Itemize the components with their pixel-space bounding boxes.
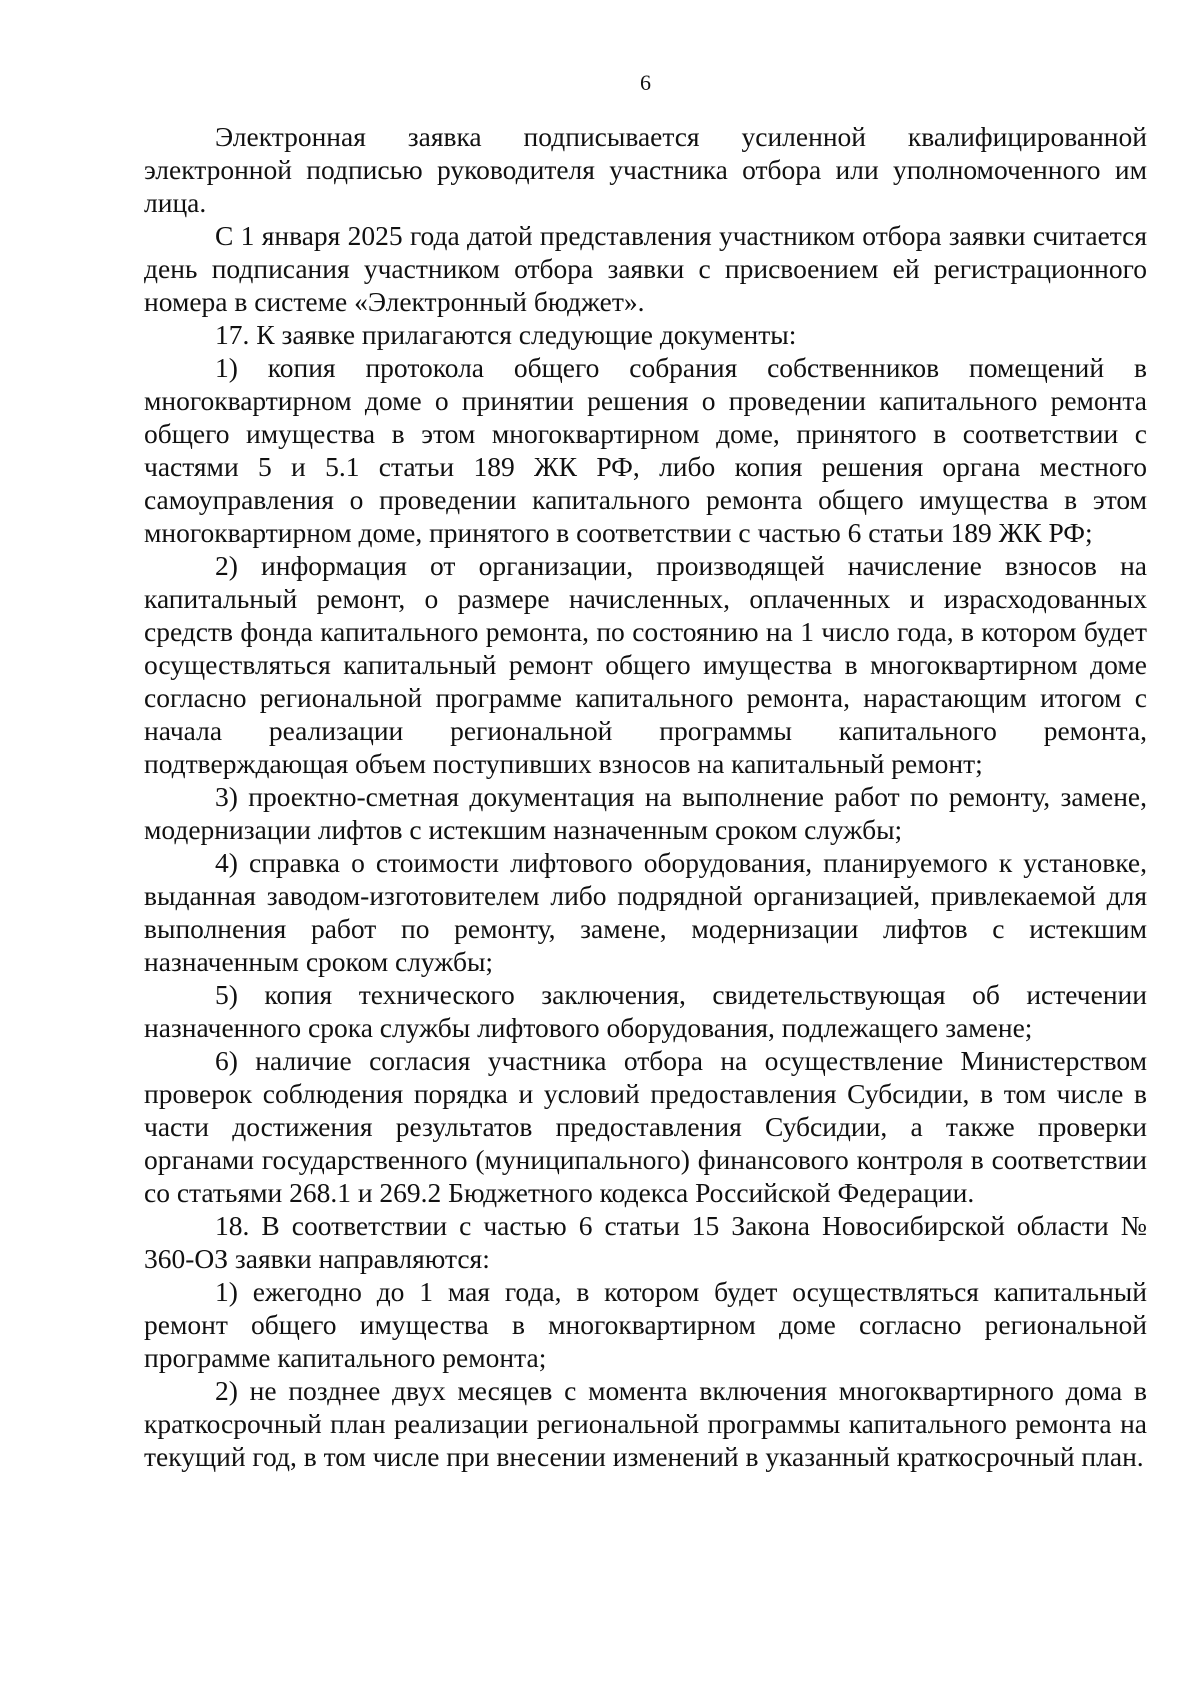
- paragraph-section-18: 18. В соответствии с частью 6 статьи 15 Закона Новосибирской области № 360-ОЗ заявки направляются:: [144, 1210, 1147, 1274]
- list-item-cost-certificate: 4) справка о стоимости лифтового оборудования, планируемого к установке, выданная заводом-изготовителем либо подрядной организацией, привлекаемой для выполнения работ по ремонту, замене, модернизации лифтов с истекшим назначенным сроком службы;: [144, 847, 1147, 977]
- list-item-protocol-copy: 1) копия протокола общего собрания собственников помещений в многоквартирном доме о принятии решения о проведении капитального ремонта общего имущества в этом многоквартирном доме, принятого в соответствии с частями 5 и 5.1 статьи 189 ЖК РФ, либо копия решения органа местного самоуправления о проведении капитального ремонта общего имущества в этом многоквартирном доме, принятого в соответствии с частью 6 статьи 189 ЖК РФ;: [144, 352, 1147, 548]
- paragraph-signature: Электронная заявка подписывается усиленной квалифицированной электронной подписью руководителя участника отбора или уполномоченного им лица.: [144, 121, 1147, 218]
- paragraph-submission-date: С 1 января 2025 года датой представления участником отбора заявки считается день подписания участником отбора заявки с присвоением ей регистрационного номера в системе «Электронный бюджет».: [144, 220, 1147, 317]
- list-item-two-month-deadline: 2) не позднее двух месяцев с момента включения многоквартирного дома в краткосрочный план реализации региональной программы капитального ремонта на текущий год, в том числе при внесении изменений в указанный краткосрочный план.: [144, 1375, 1147, 1472]
- paragraph-section-17: 17. К заявке прилагаются следующие документы:: [215, 319, 797, 350]
- list-item-consent: 6) наличие согласия участника отбора на осуществление Министерством проверок соблюдения порядка и условий предоставления Субсидии, в том числе в части достижения результатов предоставления Субсидии, а также проверки органами государственного (муниципального) финансового контроля в соответствии со статьями 268.1 и 269.2 Бюджетного кодекса Российской Федерации.: [144, 1045, 1147, 1208]
- list-item-annual-deadline: 1) ежегодно до 1 мая года, в котором будет осуществляться капитальный ремонт общего имущества в многоквартирном доме согласно региональной программе капитального ремонта;: [144, 1276, 1147, 1373]
- list-item-technical-conclusion: 5) копия технического заключения, свидетельствующая об истечении назначенного срока службы лифтового оборудования, подлежащего замене;: [144, 979, 1147, 1043]
- page-number: 6: [640, 70, 651, 95]
- document-body: [144, 120, 1147, 1473]
- list-item-design-documentation: 3) проектно-сметная документация на выполнение работ по ремонту, замене, модернизации лифтов с истекшим назначенным сроком службы;: [144, 781, 1147, 845]
- list-item-fund-information: 2) информация от организации, производящей начисление взносов на капитальный ремонт, о размере начисленных, оплаченных и израсходованных средств фонда капитального ремонта, по состоянию на 1 число года, в котором будет осуществляться капитальный ремонт общего имущества в многоквартирном доме согласно региональной программе капитального ремонта, нарастающим итогом с начала реализации региональной программы капитального ремонта, подтверждающая объем поступивших взносов на капитальный ремонт;: [144, 550, 1147, 779]
